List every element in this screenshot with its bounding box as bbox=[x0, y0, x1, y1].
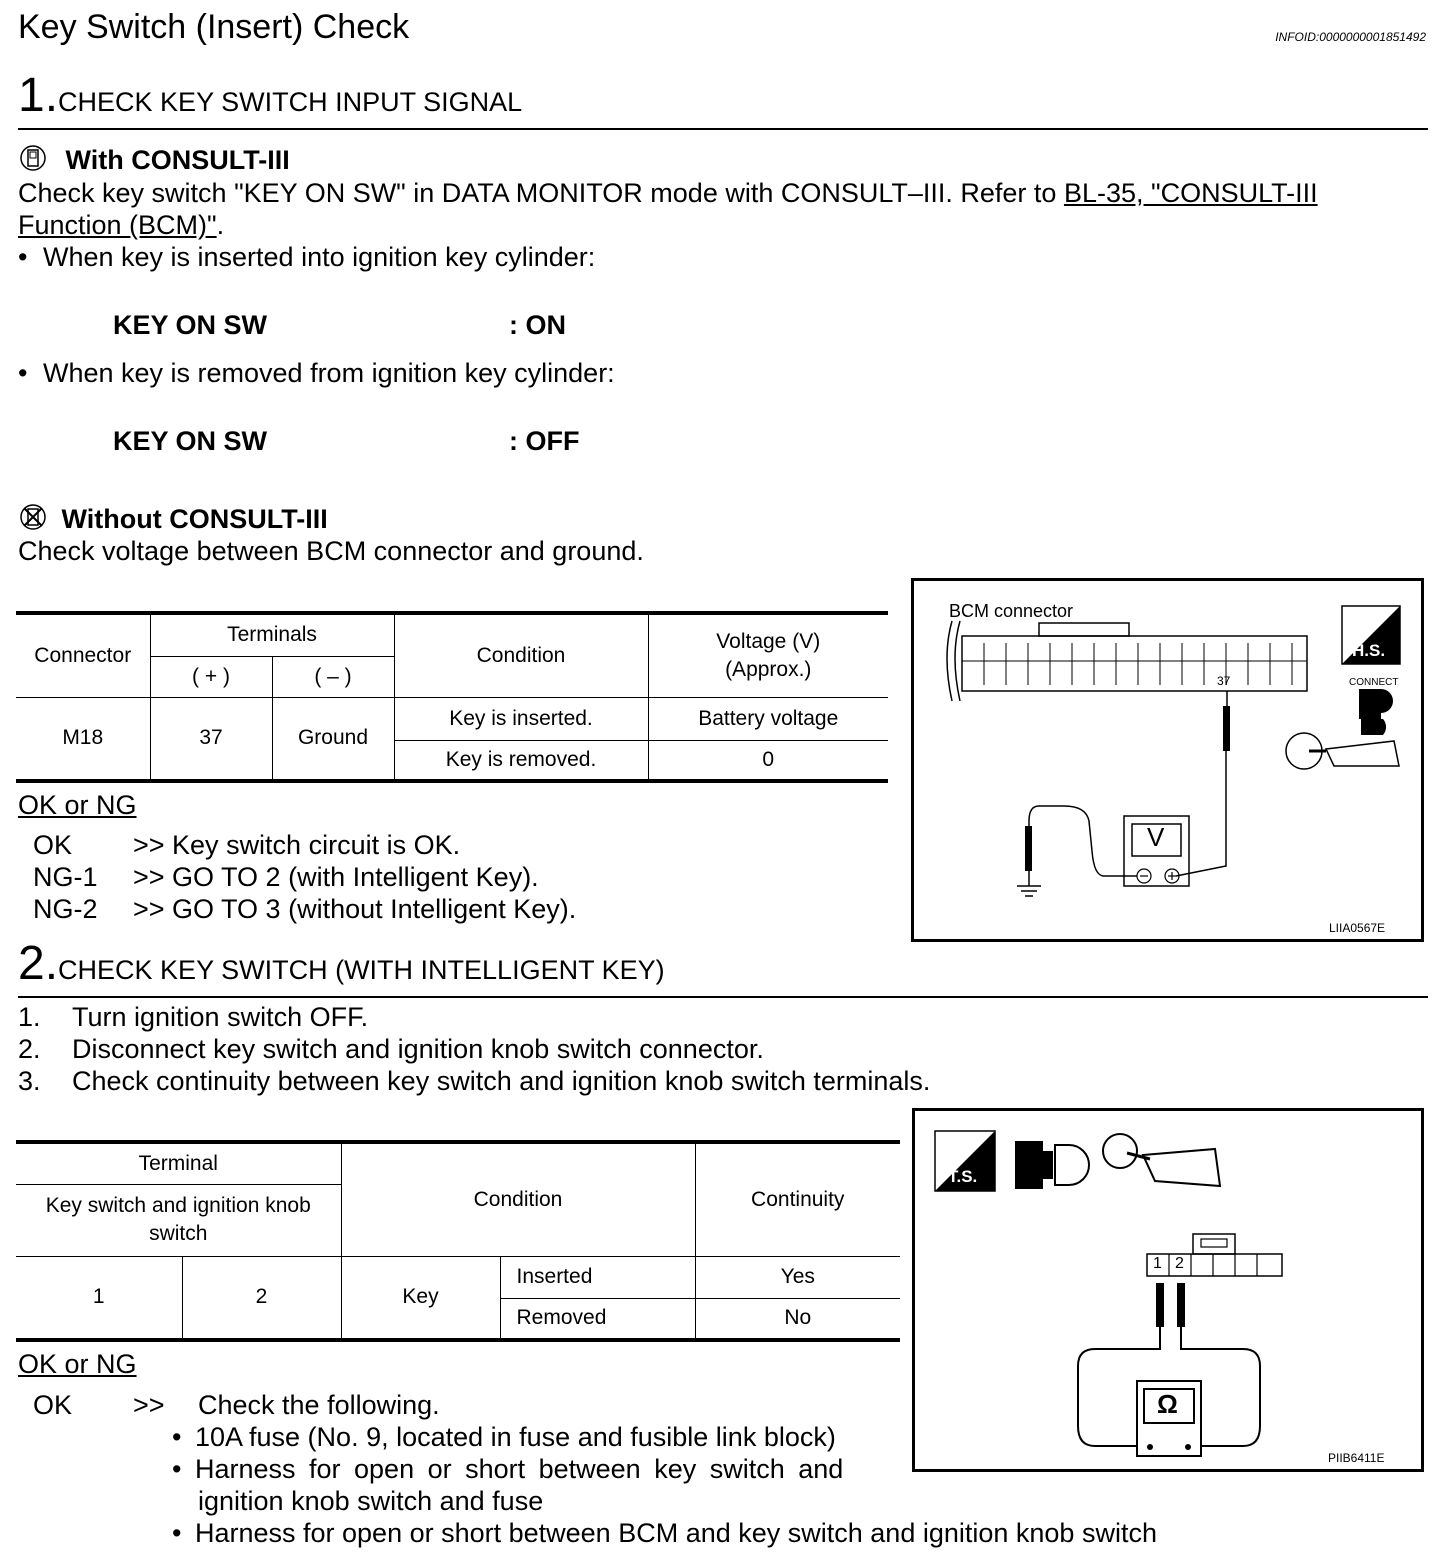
cell-plus: 37 bbox=[150, 697, 272, 781]
th-voltage bbox=[648, 613, 888, 697]
th-key-switch-line-2: switch bbox=[149, 1222, 208, 1245]
without-consult-heading bbox=[18, 503, 328, 535]
consult-instruction-end: . bbox=[216, 210, 225, 240]
key-on-sw-value-1: : ON bbox=[509, 310, 566, 340]
step-2-item-3-number: 3. bbox=[18, 1066, 41, 1096]
result-ok-label: OK bbox=[33, 830, 73, 860]
bcm-connector-label: BCM connector bbox=[949, 601, 1074, 621]
voltage-table bbox=[16, 611, 888, 783]
check-bullet-1-text: 10A fuse (No. 9, located in fuse and fusible link block) bbox=[194, 1422, 836, 1452]
step-2-heading bbox=[18, 936, 665, 991]
hs-label: H.S. bbox=[1352, 641, 1386, 660]
result-ng1-label: NG-1 bbox=[33, 862, 98, 892]
result-2-ok-label: OK bbox=[33, 1390, 73, 1420]
cell-connector: M18 bbox=[16, 697, 150, 781]
divider bbox=[18, 996, 1428, 998]
bullet-dot: • bbox=[172, 1422, 182, 1452]
check-bullet-3 bbox=[172, 1517, 1157, 1549]
th-terminal: Terminal bbox=[16, 1142, 341, 1184]
result-2-ok-text: Check the following. bbox=[198, 1390, 440, 1420]
result-2-ok-arrow: >> bbox=[133, 1390, 165, 1420]
check-bullet-1 bbox=[172, 1421, 836, 1453]
page-title: Key Switch (Insert) Check bbox=[18, 8, 410, 46]
step-2-item-1-text: Turn ignition switch OFF. bbox=[72, 1002, 369, 1032]
cell-no: No bbox=[784, 1306, 812, 1330]
figure-code-1: LIIA0567E bbox=[1329, 921, 1386, 935]
cell-condition-1: Key is inserted. bbox=[394, 697, 648, 740]
consult-instruction-cont bbox=[18, 209, 224, 241]
connect-label: CONNECT bbox=[1349, 677, 1399, 688]
result-1-heading: OK or NG bbox=[18, 790, 137, 820]
divider bbox=[18, 128, 1428, 130]
without-consult-heading-text: Without CONSULT-III bbox=[61, 504, 328, 534]
consult-instruction bbox=[18, 177, 1318, 209]
check-bullet-2-cont: ignition knob switch and fuse bbox=[198, 1486, 544, 1516]
bullet-dot: • bbox=[18, 242, 28, 272]
consult-icon bbox=[18, 144, 48, 172]
continuity-table bbox=[16, 1140, 900, 1342]
info-id: INFOID:0000000001851492 bbox=[1275, 30, 1426, 44]
continuity-figure bbox=[912, 1108, 1424, 1472]
th-plus: ( + ) bbox=[150, 656, 272, 697]
bullet-removed bbox=[18, 357, 615, 389]
th-condition-2: Condition bbox=[341, 1142, 695, 1256]
step-2-number: 2. bbox=[18, 937, 59, 990]
cell-inserted: Inserted bbox=[500, 1256, 695, 1298]
th-voltage-line-2: (Approx.) bbox=[725, 657, 812, 681]
pin-37-label: 37 bbox=[1217, 674, 1231, 688]
with-consult-heading-text: With CONSULT-III bbox=[65, 145, 290, 175]
no-consult-icon bbox=[18, 503, 48, 531]
step-1-heading bbox=[18, 68, 522, 123]
th-key-switch bbox=[16, 1184, 341, 1256]
cell-voltage-1: Battery voltage bbox=[648, 697, 888, 740]
key-on-sw-value-2: : OFF bbox=[509, 426, 580, 456]
bullet-inserted bbox=[18, 241, 595, 273]
step-2-item-2-text: Disconnect key switch and ignition knob switch connector. bbox=[72, 1034, 764, 1064]
cell-condition-2: Key is removed. bbox=[394, 740, 648, 781]
ts-label: T.S. bbox=[948, 1167, 978, 1186]
bullet-inserted-text: When key is inserted into ignition key cylinder: bbox=[42, 242, 596, 272]
cell-terminal-2: 2 bbox=[182, 1256, 341, 1340]
th-key-switch-line-1: Key switch and ignition knob bbox=[45, 1194, 311, 1217]
check-bullet-2-text: Harness for open or short between key switch and bbox=[194, 1454, 844, 1484]
with-consult-heading bbox=[18, 144, 290, 176]
pin-2-label: 2 bbox=[1175, 1255, 1184, 1272]
bullet-dot: • bbox=[172, 1454, 182, 1484]
ohmmeter-symbol: Ω bbox=[1157, 1389, 1178, 1419]
th-connector: Connector bbox=[16, 613, 150, 697]
th-continuity: Continuity bbox=[695, 1142, 900, 1256]
consult-ref-link[interactable]: BL-35, "CONSULT-III bbox=[1063, 178, 1318, 208]
cell-minus: Ground bbox=[272, 697, 394, 781]
key-on-sw-label-2: KEY ON SW bbox=[113, 426, 268, 456]
key-on-sw-label-1: KEY ON SW bbox=[113, 310, 268, 340]
voltmeter-symbol: V bbox=[1147, 822, 1165, 852]
result-2-heading: OK or NG bbox=[18, 1349, 137, 1379]
step-2-item-2-number: 2. bbox=[18, 1034, 41, 1064]
bcm-voltage-figure bbox=[911, 578, 1424, 942]
cell-key: Key bbox=[341, 1256, 500, 1340]
bullet-dot: • bbox=[172, 1518, 182, 1548]
th-minus: ( – ) bbox=[272, 656, 394, 697]
check-bullet-2 bbox=[172, 1453, 843, 1485]
step-2-title: CHECK KEY SWITCH (WITH INTELLIGENT KEY) bbox=[58, 955, 665, 985]
cell-voltage-2: 0 bbox=[762, 747, 775, 771]
consult-ref-link-cont[interactable]: Function (BCM)" bbox=[18, 210, 217, 240]
without-consult-text: Check voltage between BCM connector and ground. bbox=[18, 536, 644, 566]
result-ng1-text: >> GO TO 2 (with Intelligent Key). bbox=[133, 862, 539, 892]
cell-terminal-1: 1 bbox=[16, 1256, 182, 1340]
result-ng2-text: >> GO TO 3 (without Intelligent Key). bbox=[133, 894, 577, 924]
step-1-title: CHECK KEY SWITCH INPUT SIGNAL bbox=[58, 87, 523, 117]
check-bullet-3-text: Harness for open or short between BCM and key switch and ignition knob switch bbox=[194, 1518, 1157, 1548]
th-voltage-line-1: Voltage (V) bbox=[716, 629, 821, 653]
step-2-item-1-number: 1. bbox=[18, 1002, 41, 1032]
step-1-number: 1. bbox=[18, 69, 59, 122]
result-ng2-label: NG-2 bbox=[33, 894, 98, 924]
cell-removed: Removed bbox=[500, 1298, 695, 1340]
cell-yes: Yes bbox=[695, 1256, 900, 1298]
consult-instruction-text: Check key switch "KEY ON SW" in DATA MONITOR mode with CONSULT–III. Refer to bbox=[18, 178, 1064, 208]
bcm-connector-diagram bbox=[914, 581, 1421, 939]
result-ok-text: >> Key switch circuit is OK. bbox=[133, 830, 461, 860]
bullet-dot: • bbox=[18, 358, 28, 388]
figure-code-2: PIIB6411E bbox=[1328, 1451, 1385, 1465]
pin-1-label: 1 bbox=[1153, 1255, 1162, 1272]
th-condition: Condition bbox=[394, 613, 648, 697]
step-2-item-3-text: Check continuity between key switch and ignition knob switch terminals. bbox=[72, 1066, 931, 1096]
th-terminals: Terminals bbox=[150, 613, 394, 656]
bullet-removed-text: When key is removed from ignition key cylinder: bbox=[42, 358, 615, 388]
